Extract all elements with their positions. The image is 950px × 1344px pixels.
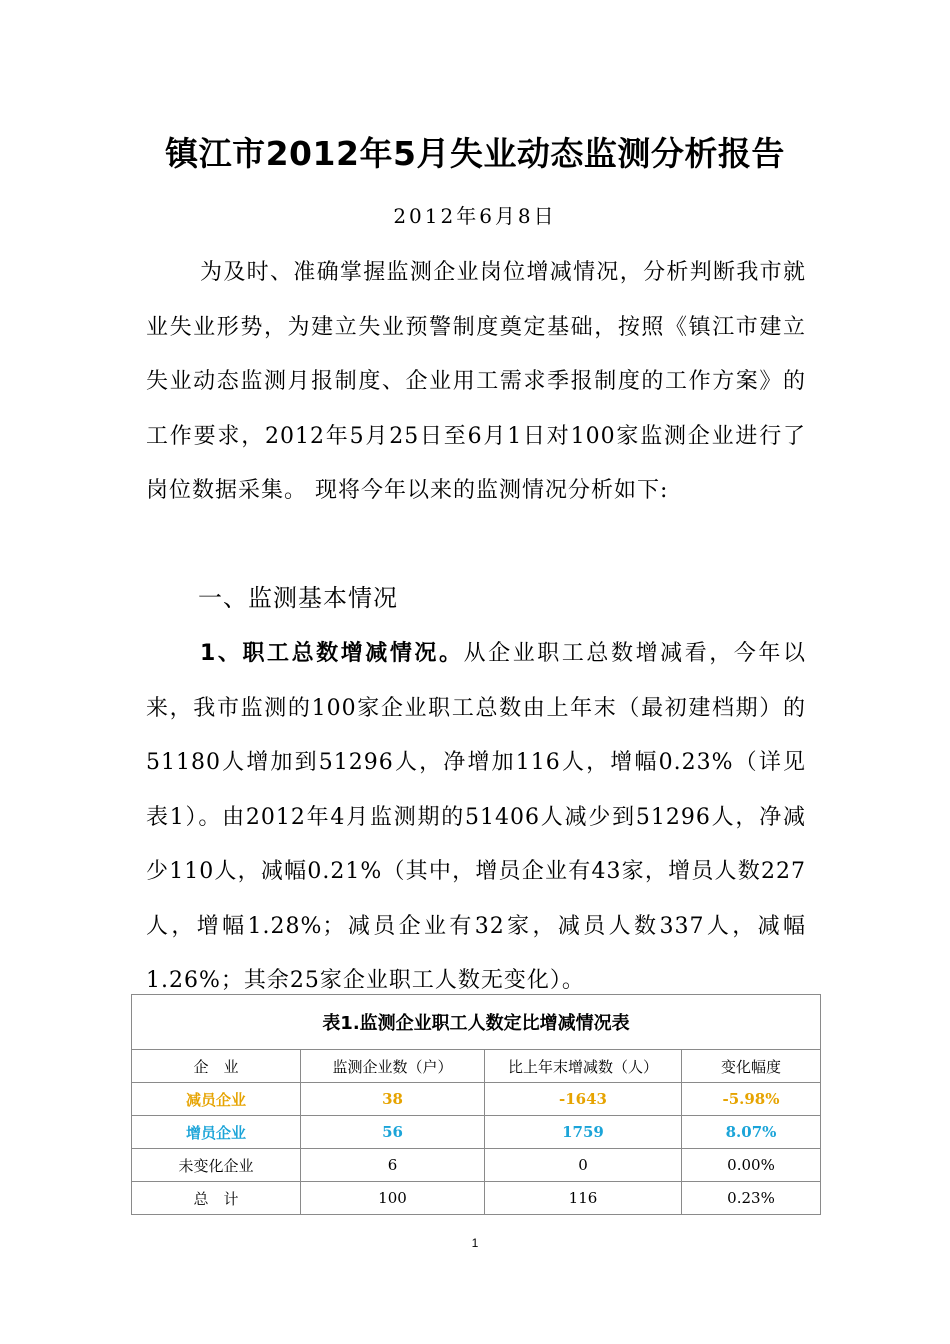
report-title: 镇江市2012年5月失业动态监测分析报告 <box>165 134 785 173</box>
table-row <box>132 1149 821 1182</box>
intro-paragraph: 为及时、准确掌握监测企业岗位增减情况，分析判断我市就业失业形势，为建立失业预警制度奠定基础，按照《镇江市建立失业动态监测月报制度、企业用工需求季报制度的工作方案》的工作要求，2012年5月25日至6月1日对100家监测企业进行了岗位数据采集。 现将今年以来的监测情况分析如下: <box>146 260 806 503</box>
page-number: 1 <box>471 1236 479 1250</box>
header-cell: 监测企业数（户） <box>301 1050 485 1083</box>
employee-total-paragraph <box>146 627 806 1009</box>
item-body: 从企业职工总数增减看，今年以来，我市监测的100家企业职工总数由上年末（最初建档期）的51180人增加到51296人，净增加116人，增幅0.23%（详见表1）。由2012年4月监测期的51406人减少到51296人，净减少110人，减幅0.21%（其中，增员企业有43家，增员人数227人，增幅1.28%；减员企业有32家，减员人数337人，减幅1.26%；其余25家企业职工人数无变化）。 <box>146 641 806 993</box>
table-1 <box>131 994 821 1215</box>
row-count: 6 <box>301 1149 485 1182</box>
row-change: 116 <box>485 1182 682 1215</box>
row-name: 未变化企业 <box>132 1149 301 1182</box>
table-row <box>132 1116 821 1149</box>
row-name: 增员企业 <box>132 1116 301 1149</box>
row-pct: 8.07% <box>682 1116 821 1149</box>
row-change: 0 <box>485 1149 682 1182</box>
table-row <box>132 1083 821 1116</box>
item-lead: 1、职工总数增减情况。 <box>200 641 464 666</box>
row-pct: -5.98% <box>682 1083 821 1116</box>
table-row <box>132 1182 821 1215</box>
section-heading: 一、监测基本情况 <box>198 584 398 612</box>
table-header-row <box>132 1050 821 1083</box>
row-count: 56 <box>301 1116 485 1149</box>
row-name: 总 计 <box>132 1182 301 1215</box>
row-pct: 0.00% <box>682 1149 821 1182</box>
row-count: 38 <box>301 1083 485 1116</box>
row-pct: 0.23% <box>682 1182 821 1215</box>
header-cell: 比上年末增减数（人） <box>485 1050 682 1083</box>
row-name: 减员企业 <box>132 1083 301 1116</box>
row-change: 1759 <box>485 1116 682 1149</box>
header-cell: 变化幅度 <box>682 1050 821 1083</box>
row-change: -1643 <box>485 1083 682 1116</box>
table-caption: 表1.监测企业职工人数定比增减情况表 <box>132 995 821 1050</box>
row-count: 100 <box>301 1182 485 1215</box>
header-cell: 企 业 <box>132 1050 301 1083</box>
report-date: 2012年6月8日 <box>393 204 557 228</box>
